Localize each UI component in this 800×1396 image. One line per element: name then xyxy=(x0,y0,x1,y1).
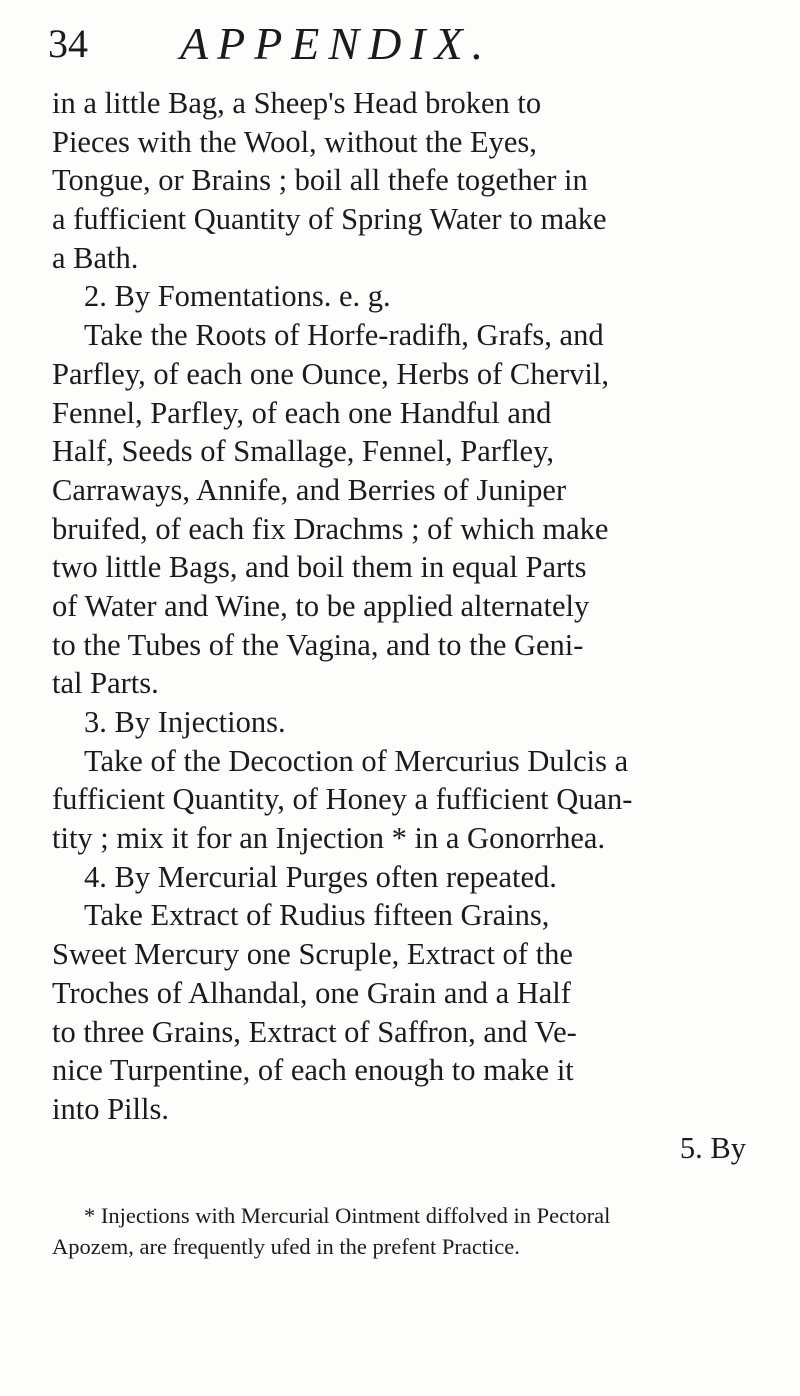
text-line: Take the Roots of Horfe-radifh, Grafs, and xyxy=(84,318,604,353)
footnote xyxy=(52,1200,768,1262)
text-line: Take Extract of Rudius fifteen Grains, xyxy=(84,898,550,933)
body-text xyxy=(52,84,768,1167)
text-line: to three Grains, Extract of Saffron, and Ve- xyxy=(52,1014,577,1049)
text-line: a fufficient Quantity of Spring Water to make xyxy=(52,202,607,237)
section-heading-mercurial-purges: 4. By Mercurial Purges often repeated. xyxy=(84,859,557,894)
text-line: tity ; mix it for an Injection * in a Gonorrhea. xyxy=(52,821,606,856)
section-heading-injections: 3. By Injections. xyxy=(84,705,286,739)
text-line: Sweet Mercury one Scruple, Extract of the xyxy=(52,937,573,972)
catchword: 5. By xyxy=(679,1130,746,1165)
text-line: Tongue, or Brains ; boil all thefe together in xyxy=(52,163,588,198)
page-number: 34 xyxy=(48,21,88,66)
footnote-line: * Injections with Mercurial Ointment diffolved in Pectoral xyxy=(84,1203,611,1228)
text-line: Half, Seeds of Smallage, Fennel, Parfley, xyxy=(52,434,554,469)
text-line: two little Bags, and boil them in equal Parts xyxy=(52,550,587,585)
text-line: Troches of Alhandal, one Grain and a Half xyxy=(52,975,571,1010)
text-line: nice Turpentine, of each enough to make it xyxy=(52,1053,574,1088)
text-line: bruifed, of each fix Drachms ; of which make xyxy=(52,511,609,546)
running-head: APPENDIX. xyxy=(180,18,493,69)
text-line: Fennel, Parfley, of each one Handful and xyxy=(52,395,552,430)
text-line: Pieces with the Wool, without the Eyes, xyxy=(52,124,537,159)
text-line: to the Tubes of the Vagina, and to the Geni- xyxy=(52,627,584,662)
text-line: fufficient Quantity, of Honey a fufficient Quan- xyxy=(52,782,633,817)
text-line: Carraways, Annife, and Berries of Juniper xyxy=(52,472,567,507)
section-heading-fomentations: 2. By Fomentations. e. g. xyxy=(84,279,391,314)
text-line: Parfley, of each one Ounce, Herbs of Chervil, xyxy=(52,356,609,391)
text-line: Take of the Decoction of Mercurius Dulcis a xyxy=(84,743,629,778)
text-line: in a little Bag, a Sheep's Head broken to xyxy=(52,86,542,120)
text-line: of Water and Wine, to be applied alternately xyxy=(52,588,590,623)
text-line: into Pills. xyxy=(52,1091,169,1126)
footnote-line: Apozem, are frequently ufed in the prefent Practice. xyxy=(52,1234,520,1259)
page-header xyxy=(48,18,768,78)
text-line: tal Parts. xyxy=(52,666,159,701)
text-line: a Bath. xyxy=(52,240,139,275)
